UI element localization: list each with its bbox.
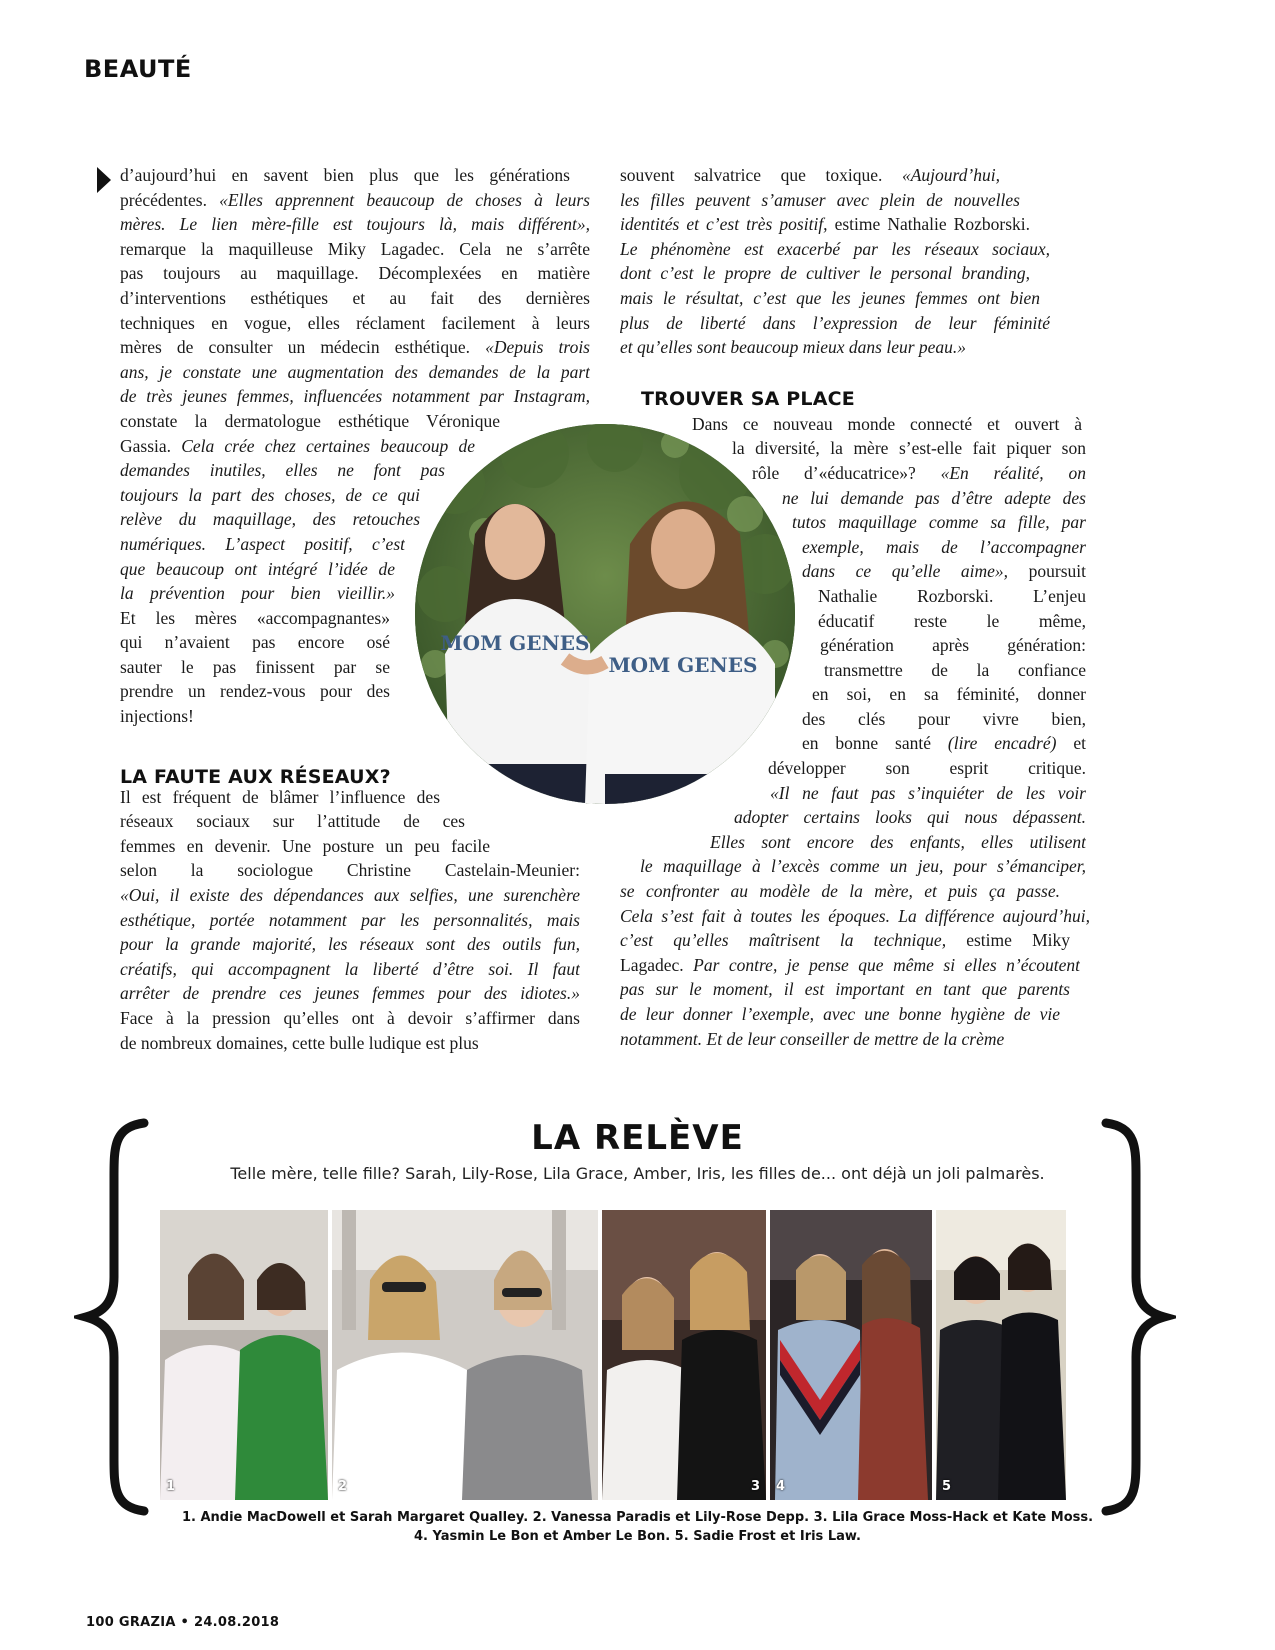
text-line <box>820 633 1086 658</box>
section-rubric: BEAUTÉ <box>84 55 192 83</box>
italic-quote-segment: de très jeunes femmes, influencées notamment par Instagram, <box>120 386 590 407</box>
text-line <box>120 532 405 557</box>
text-line <box>818 609 1086 634</box>
text-line <box>620 286 1040 311</box>
italic-quote-segment: «Elles apprennent beaucoup de choses à leurs <box>219 189 590 210</box>
text-segment: d’aujourd’hui en savent bien plus que les générations <box>120 165 570 185</box>
italic-quote-segment: dont c’est le propre de cultiver le personal branding, <box>620 263 1030 284</box>
italic-quote-segment: relève du maquillage, des retouches <box>120 509 420 530</box>
text-line <box>768 756 1086 781</box>
text-line <box>710 830 1086 855</box>
text-line <box>792 510 1086 535</box>
text-segment: développer son esprit critique. <box>768 758 1086 779</box>
text-line <box>620 188 1020 213</box>
text-segment: Nathalie Rozborski. L’enjeu <box>818 585 1086 606</box>
text-line <box>620 1027 1060 1052</box>
text-line <box>120 188 590 213</box>
text-line <box>734 805 1086 830</box>
text-line <box>802 707 1086 732</box>
text-line <box>120 237 590 262</box>
text-line <box>120 483 420 508</box>
releve-photo-1 <box>160 1210 328 1500</box>
releve-photo-2 <box>332 1210 598 1500</box>
text-segment: constate la dermatologue esthétique Véronique <box>120 410 500 431</box>
italic-quote-segment: mais le résultat, c’est que les jeunes femmes ont bien <box>620 287 1040 308</box>
italic-quote-segment: identités et c’est très positif, <box>620 214 835 235</box>
italic-quote-segment: toujours la part des choses, de ce qui <box>120 484 420 505</box>
text-segment: injections! <box>120 706 194 727</box>
text-segment: la diversité, la mère s’est-elle fait piquer son <box>732 438 1086 459</box>
italic-quote-segment: que beaucoup ont intégré l’idée de <box>120 558 395 579</box>
heading-trouver-sa-place: TROUVER SA PLACE <box>641 388 855 410</box>
italic-quote-segment: adopter certains looks qui nous dépassent. <box>734 807 1086 828</box>
text-line <box>120 704 390 729</box>
text-segment: sauter le pas finissent par se <box>120 656 390 677</box>
text-line <box>120 212 590 237</box>
text-line <box>120 311 590 336</box>
text-line <box>120 679 390 704</box>
text-line <box>620 928 1070 953</box>
text-line <box>120 655 390 680</box>
text-line <box>120 335 590 360</box>
text-segment: Il est fréquent de blâmer l’influence des <box>120 786 440 807</box>
page-folio: 100 GRAZIA • 24.08.2018 <box>86 1615 280 1630</box>
text-segment: des clés pour vivre bien, <box>802 708 1086 729</box>
text-line <box>120 163 570 188</box>
text-segment: Dans ce nouveau monde connecté et ouvert à <box>692 413 1082 434</box>
italic-quote-segment: esthétique, portée notamment par les personnalités, mais <box>120 909 580 930</box>
italic-quote-segment: créatifs, qui accompagnent la liberté d’être soi. Il faut <box>120 958 580 979</box>
text-line <box>120 286 590 311</box>
text-segment: estime Miky <box>966 930 1070 951</box>
text-line <box>120 932 580 957</box>
italic-quote-segment: tutos maquillage comme sa fille, par <box>792 512 1086 533</box>
italic-quote-segment: exemple, mais de l’accompagner <box>802 536 1086 557</box>
releve-captions <box>0 1508 1275 1546</box>
italic-quote-segment: (lire encadré) <box>947 733 1057 754</box>
text-line <box>620 1002 1060 1027</box>
italic-quote-segment: se confronter au modèle de la mère, et puis ça passe. <box>620 881 1060 902</box>
text-segment: en bonne santé <box>802 733 948 754</box>
releve-photo-5 <box>936 1210 1066 1500</box>
italic-quote-segment: «Depuis trois <box>485 337 590 358</box>
text-line <box>120 261 590 286</box>
text-line <box>120 858 580 883</box>
text-line <box>120 908 580 933</box>
text-segment: et <box>1056 733 1086 754</box>
text-line <box>120 507 420 532</box>
italic-quote-segment: mères. Le lien mère-fille est toujours là, mais différent», <box>120 214 590 235</box>
text-line <box>620 212 1030 237</box>
continuation-arrow-icon <box>97 167 111 193</box>
text-segment: rôle d’«éducatrice»? <box>752 462 941 483</box>
heading-faute-aux-reseaux: LA FAUTE AUX RÉSEAUX? <box>120 766 391 788</box>
releve-title: LA RELÈVE <box>531 1118 744 1158</box>
text-line <box>120 581 395 606</box>
text-segment: éducatif reste le même, <box>818 610 1086 631</box>
text-line <box>620 335 1050 360</box>
photo-number: 4 <box>776 1479 786 1494</box>
italic-quote-segment: «En réalité, on <box>940 462 1086 483</box>
releve-photo-3 <box>602 1210 766 1500</box>
text-segment: de nombreux domaines, cette bulle ludique est plus <box>120 1032 479 1053</box>
italic-quote-segment: la prévention pour bien vieillir.» <box>120 583 395 604</box>
text-line <box>620 261 1030 286</box>
text-line <box>120 957 580 982</box>
text-segment: en soi, en sa féminité, donner <box>812 684 1086 705</box>
text-line <box>120 883 580 908</box>
text-segment: souvent salvatrice que toxique. <box>620 165 902 185</box>
text-segment: mères de consulter un médecin esthétique. <box>120 337 486 358</box>
left-brace-icon <box>74 1117 154 1517</box>
text-segment: remarque la maquilleuse Miky Lagadec. Cela ne s’arrête <box>120 238 590 259</box>
releve-photo-4 <box>770 1210 932 1500</box>
italic-quote-segment: dans ce qu’elle aime», <box>802 561 1029 582</box>
italic-quote-segment: pour la grande majorité, les réseaux sont des outils fun, <box>120 934 580 955</box>
text-segment: précédentes. <box>120 189 220 210</box>
text-line <box>802 731 1086 756</box>
italic-quote-segment: pas sur le moment, il est important en tant que parents <box>620 979 1070 1000</box>
text-segment: pas toujours au maquillage. Décomplexées en matière <box>120 263 590 284</box>
italic-quote-segment: plus de liberté dans l’expression de leur féminité <box>620 312 1050 333</box>
italic-quote-segment: notamment. Et de leur conseiller de mettre de la crème <box>620 1028 1005 1049</box>
caption-line-2: 4. Yasmin Le Bon et Amber Le Bon. 5. Sadie Frost et Iris Law. <box>414 1529 861 1544</box>
text-line <box>620 977 1070 1002</box>
text-segment: d’interventions esthétiques et au fait des dernières <box>120 287 590 308</box>
text-segment: estime Nathalie Rozborski. <box>834 214 1030 235</box>
italic-quote-segment: Cela crée chez certaines beaucoup de <box>181 435 475 456</box>
text-line <box>120 384 590 409</box>
releve-photo-strip <box>160 1210 1110 1500</box>
text-line <box>782 486 1086 511</box>
text-line <box>620 163 1000 188</box>
text-line <box>120 606 390 631</box>
italic-quote-segment: «Oui, il existe des dépendances aux selfies, une surenchère <box>120 885 580 906</box>
italic-quote-segment: ne lui demande pas d’être adepte des <box>782 487 1086 508</box>
text-line <box>120 557 395 582</box>
italic-quote-segment: Le phénomène est exacerbé par les réseaux sociaux, <box>620 238 1050 259</box>
text-line <box>692 412 1082 437</box>
text-line <box>120 785 440 810</box>
text-line <box>824 658 1086 683</box>
italic-quote-segment: numériques. L’aspect positif, c’est <box>120 533 405 554</box>
text-line <box>120 434 475 459</box>
text-line <box>620 237 1050 262</box>
text-line <box>620 904 1090 929</box>
text-line <box>770 781 1086 806</box>
text-line <box>620 953 1080 978</box>
mother-daughter-illustration <box>415 424 795 804</box>
text-segment: Lagadec. <box>620 954 694 975</box>
text-line <box>120 1006 580 1031</box>
right-column-lines <box>620 163 1150 360</box>
photo-number: 1 <box>166 1479 176 1494</box>
italic-quote-segment: les filles peuvent s’amuser avec plein de nouvelles <box>620 189 1020 210</box>
text-line <box>812 682 1086 707</box>
photo-number: 2 <box>338 1479 348 1494</box>
italic-quote-segment: arrêter de prendre ces jeunes femmes pour des idiotes.» <box>120 983 580 1004</box>
text-line <box>620 879 1060 904</box>
text-segment: femmes en devenir. Une posture un peu facile <box>120 835 490 856</box>
text-segment: réseaux sociaux sur l’attitude de ces <box>120 811 465 832</box>
text-line <box>120 630 390 655</box>
mother-daughter-photo <box>415 424 795 804</box>
italic-quote-segment: c’est qu’elles maîtrisent la technique, <box>620 930 967 951</box>
text-line <box>120 834 490 859</box>
text-segment: génération après génération: <box>820 635 1086 656</box>
text-segment: Face à la pression qu’elles ont à devoir s’affirmer dans <box>120 1008 580 1028</box>
text-segment: Et les mères «accompagnantes» <box>120 607 390 628</box>
text-segment: selon la sociologue Christine Castelain-Meunier: <box>120 860 580 881</box>
text-line <box>120 360 590 385</box>
text-line <box>120 409 500 434</box>
text-segment: prendre un rendez-vous pour des <box>120 681 390 702</box>
italic-quote-segment: le maquillage à l’excès comme un jeu, pour s’émanciper, <box>640 856 1086 877</box>
text-line <box>752 461 1086 486</box>
italic-quote-segment: de leur donner l’exemple, avec une bonne hygiène de vie <box>620 1004 1060 1024</box>
italic-quote-segment: Par contre, je pense que même si elles n’écoutent <box>693 954 1080 975</box>
daughter-shirt-text: MOM GENES <box>440 631 590 655</box>
text-line <box>802 559 1086 584</box>
italic-quote-segment: «Aujourd’hui, <box>901 165 1000 185</box>
italic-quote-segment: ans, je constate une augmentation des demandes de la part <box>120 361 590 382</box>
text-line <box>120 981 580 1006</box>
text-segment: poursuit <box>1028 561 1086 582</box>
text-line <box>802 535 1086 560</box>
text-line <box>120 1031 580 1056</box>
italic-quote-segment: Cela s’est fait à toutes les époques. La différence aujourd’hui, <box>620 905 1090 926</box>
text-line <box>818 584 1086 609</box>
text-segment: Gassia. <box>120 435 182 456</box>
italic-quote-segment: et qu’elles sont beaucoup mieux dans leur peau.» <box>620 337 967 358</box>
text-line <box>120 809 465 834</box>
text-line <box>640 854 1086 879</box>
releve-subtitle: Telle mère, telle fille? Sarah, Lily-Rose, Lila Grace, Amber, Iris, les filles de... ont déjà un joli palmarès. <box>230 1164 1045 1183</box>
italic-quote-segment: «Il ne faut pas s’inquiéter de les voir <box>770 782 1086 803</box>
italic-quote-segment: Elles sont encore des enfants, elles utilisent <box>710 831 1086 852</box>
caption-line-1: 1. Andie MacDowell et Sarah Margaret Qualley. 2. Vanessa Paradis et Lily-Rose Depp. 3. Lila Grace Moss-Hack et Kate Moss. <box>181 1510 1094 1525</box>
mother-shirt-text: MOM GENES <box>608 653 758 677</box>
photo-number: 3 <box>750 1479 760 1494</box>
left-column-lines-after <box>120 785 600 1056</box>
text-line <box>120 458 445 483</box>
text-segment: techniques en vogue, elles réclament facilement à leurs <box>120 312 590 333</box>
photo-number: 5 <box>942 1479 952 1494</box>
text-line <box>620 311 1050 336</box>
italic-quote-segment: demandes inutiles, elles ne font pas <box>120 460 445 481</box>
text-segment: qui n’avaient pas encore osé <box>120 632 390 653</box>
text-segment: transmettre de la confiance <box>824 659 1086 680</box>
text-line <box>732 436 1086 461</box>
